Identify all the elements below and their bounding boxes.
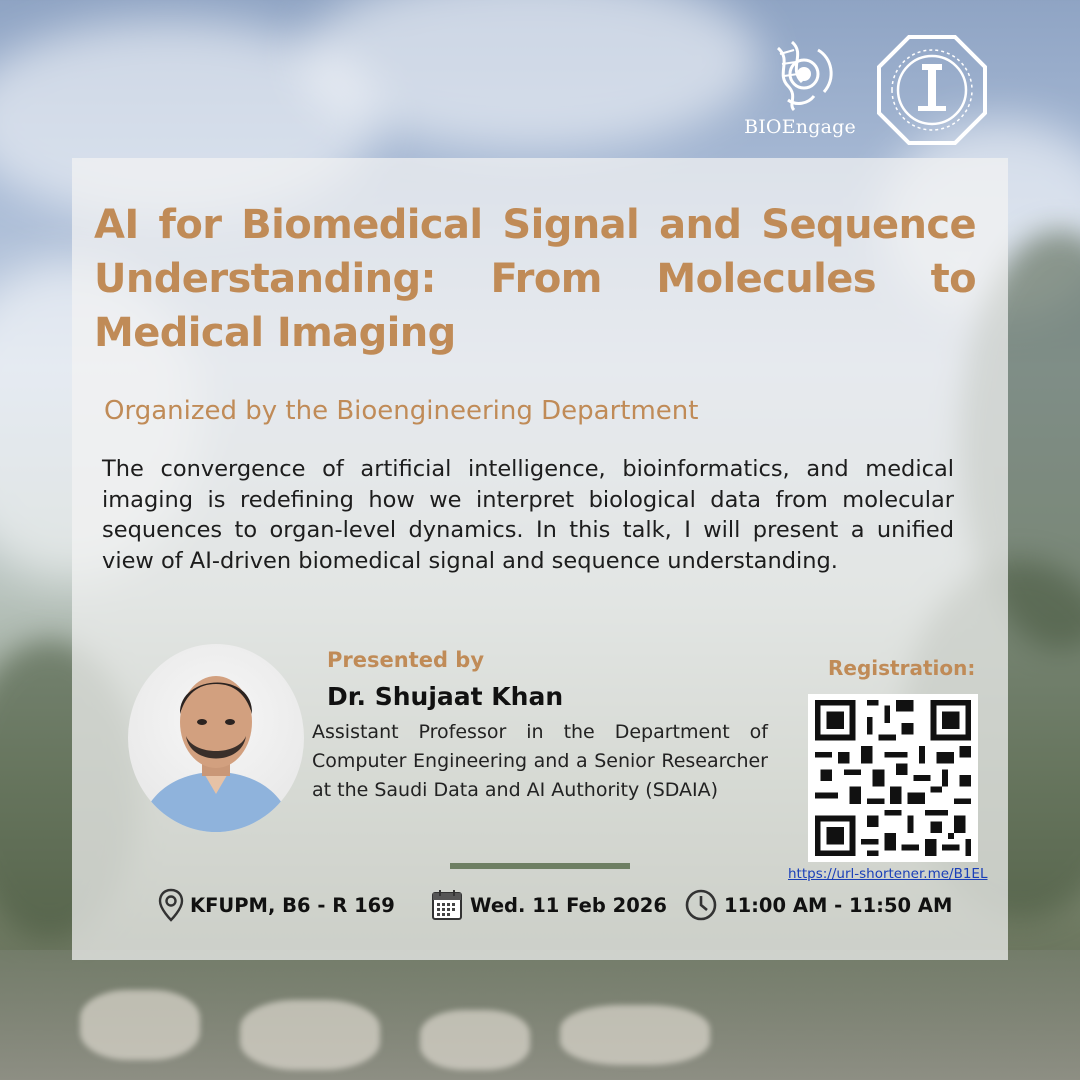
event-abstract: The convergence of artificial intelligence, bioinformatics, and medical imaging is redefining how we interpret biological data from molecular sequences to organ-level dynamics. In this talk, I will present a unified view of AI-driven biomedical signal and sequence understanding. — [102, 456, 954, 574]
speaker-photo — [128, 644, 304, 832]
calendar-icon — [430, 888, 464, 922]
time-text: 11:00 AM - 11:50 AM — [724, 893, 953, 917]
location-detail — [158, 888, 395, 922]
date-text: Wed. 11 Feb 2026 — [470, 893, 667, 917]
time-detail — [684, 888, 952, 922]
registration-label: Registration: — [828, 656, 976, 680]
registration-qr-code[interactable] — [808, 694, 978, 862]
section-divider — [450, 863, 630, 869]
clock-icon — [684, 888, 718, 922]
speaker-name: Dr. Shujaat Khan — [327, 682, 564, 711]
presented-by-label: Presented by — [327, 648, 485, 672]
logo-bar — [740, 34, 988, 146]
event-panel — [72, 158, 1008, 960]
event-title: AI for Biomedical Signal and Sequence Understanding: From Molecules to Medical Imaging — [94, 202, 976, 356]
location-pin-icon — [158, 888, 184, 922]
registration-link[interactable]: https://url-shortener.me/B1EL — [788, 866, 988, 882]
speaker-affiliation: Assistant Professor in the Department of Computer Engineering and a Senior Researcher at the Saudi Data and AI Authority (SDAIA) — [312, 721, 768, 801]
bioengage-logo — [740, 34, 860, 138]
dna-eye-icon — [758, 34, 842, 114]
speaker-portrait — [128, 644, 304, 832]
kfupm-seal-icon — [876, 34, 988, 146]
date-detail — [430, 888, 667, 922]
location-text: KFUPM, B6 - R 169 — [190, 893, 395, 917]
organizer-line: Organized by the Bioengineering Department — [104, 396, 699, 426]
bioengage-label: BIOEngage — [744, 116, 856, 138]
